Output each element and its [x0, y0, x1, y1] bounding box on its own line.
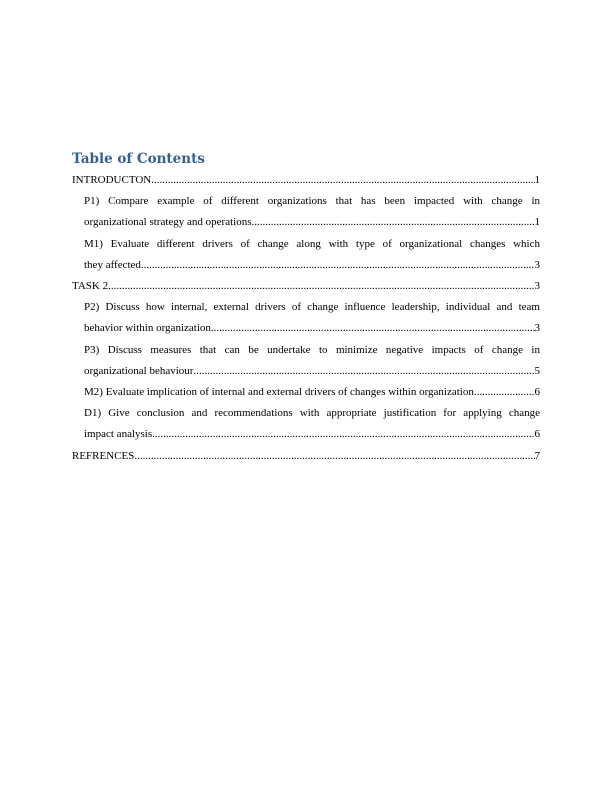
toc-page-number: 5: [534, 364, 540, 377]
toc-entry-references[interactable]: [72, 446, 540, 467]
toc-entry-text: behavior within organization: [84, 322, 211, 335]
dot-leader: [211, 318, 535, 339]
toc-page-number: 1: [534, 216, 540, 229]
table-of-contents: [72, 150, 540, 467]
dot-leader: [134, 446, 534, 467]
toc-entry-p1[interactable]: [84, 191, 540, 233]
toc-page-number: 6: [534, 386, 540, 399]
dot-leader: [151, 170, 534, 191]
dot-leader: [193, 361, 534, 382]
toc-entry-text: INTRODUCTON: [72, 174, 152, 186]
toc-entry-text: P2) Discuss how internal, external drivers of change influence leadership, individual and team: [84, 301, 540, 314]
toc-page-number: 6: [534, 428, 540, 441]
toc-entry-text: impact analysis: [84, 428, 153, 441]
toc-page-number: 3: [534, 322, 540, 335]
toc-entry-p3[interactable]: [84, 340, 540, 382]
toc-entry-task-2[interactable]: [72, 276, 540, 297]
toc-entry-text: they affected: [84, 258, 141, 271]
toc-entry-text: D1) Give conclusion and recommendations with appropriate justification for applying change: [84, 407, 540, 420]
toc-entry-m2[interactable]: [84, 382, 540, 403]
toc-page-number: 1: [534, 174, 540, 186]
dot-leader: [141, 255, 535, 276]
toc-entry-text: P1) Compare example of different organizations that has been impacted with change in: [84, 195, 540, 208]
toc-page-number: 3: [534, 280, 540, 293]
toc-entry-text: P3) Discuss measures that can be undertake to minimize negative impacts of change in: [84, 343, 540, 356]
dot-leader: [252, 212, 535, 233]
toc-title: Table of Contents: [72, 151, 205, 167]
dot-leader: [108, 276, 534, 297]
toc-entry-text: M1) Evaluate different drivers of change along with type of organizational changes which: [84, 237, 540, 250]
toc-entry-text: M2) Evaluate implication of internal and external drivers of changes within organization: [84, 386, 474, 399]
toc-entry-text: REFRENCES: [72, 449, 135, 462]
dot-leader: [474, 382, 535, 403]
toc-entry-m1[interactable]: [84, 234, 540, 276]
toc-entry-d1[interactable]: [84, 403, 540, 445]
toc-entry-p2[interactable]: [84, 297, 540, 339]
toc-entry-text: organizational strategy and operations: [84, 216, 252, 229]
toc-page-number: 7: [534, 449, 540, 462]
toc-page-number: 3: [534, 258, 540, 271]
toc-entry-text: TASK 2: [72, 280, 109, 293]
dot-leader: [152, 424, 534, 445]
toc-entry-introduction[interactable]: [72, 170, 540, 191]
toc-entry-text: organizational behaviour: [84, 364, 194, 377]
